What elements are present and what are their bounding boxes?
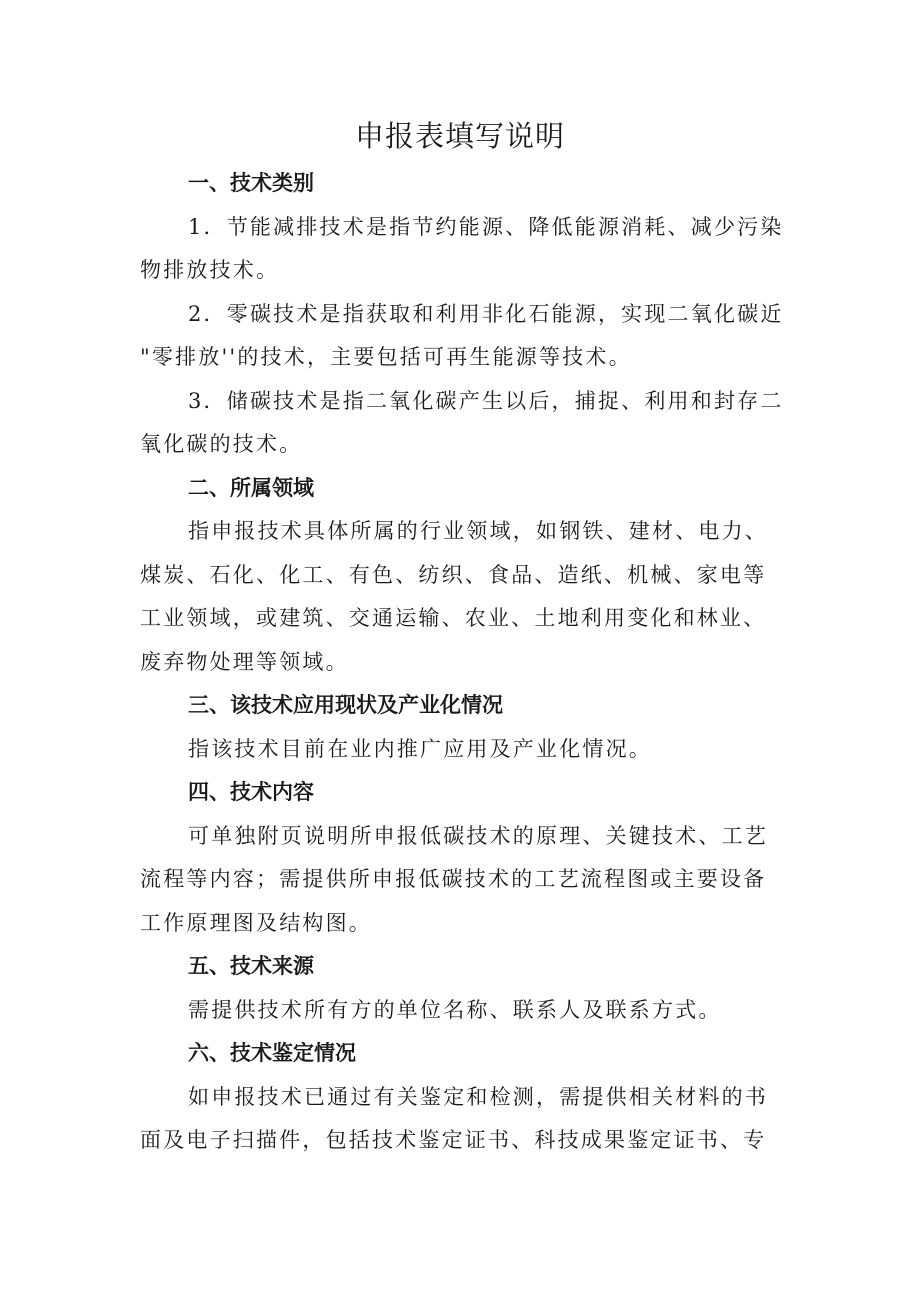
paragraph-line: 氧化碳的技术。 [140, 432, 303, 456]
paragraph-line: 需提供技术所有方的单位名称、联系人及联系方式。 [188, 998, 722, 1022]
paragraph-line: 如申报技术已通过有关鉴定和检测，需提供相关材料的书 [188, 1085, 768, 1109]
section-heading-appraisal: 六、技术鉴定情况 [188, 1041, 356, 1065]
paragraph-line: 废弃物处理等领域。 [140, 650, 349, 674]
paragraph-line: 2．零碳技术是指获取和利用非化石能源，实现二氧化碳近 [188, 302, 784, 326]
section-heading-source: 五、技术来源 [188, 954, 314, 978]
paragraph-line: 1．节能减排技术是指节约能源、降低能源消耗、减少污染 [188, 215, 784, 239]
paragraph-line: 可单独附页说明所申报低碳技术的原理、关键技术、工艺 [188, 824, 768, 848]
paragraph-line: 煤炭、石化、化工、有色、纺织、食品、造纸、机械、家电等 [140, 563, 767, 587]
section-heading-content: 四、技术内容 [188, 780, 314, 804]
paragraph-line: 面及电子扫描件，包括技术鉴定证书、科技成果鉴定证书、专 [140, 1128, 767, 1152]
paragraph-line: 工业领域，或建筑、交通运输、农业、土地利用变化和林业、 [140, 606, 767, 630]
section-heading-application-status: 三、该技术应用现状及产业化情况 [188, 693, 503, 717]
paragraph-line: 流程等内容；需提供所申报低碳技术的工艺流程图或主要设备 [140, 867, 767, 891]
section-heading-domain: 二、所属领域 [188, 476, 314, 500]
paragraph-line: 指该技术目前在业内推广应用及产业化情况。 [188, 737, 652, 761]
paragraph-line: "零排放''的技术，主要包括可再生能源等技术。 [140, 345, 632, 369]
paragraph-line: 物排放技术。 [140, 258, 280, 282]
section-heading-category: 一、技术类别 [188, 171, 314, 195]
paragraph-line: 指申报技术具体所属的行业领域，如钢铁、建材、电力、 [188, 519, 768, 543]
page-title: 申报表填写说明 [354, 119, 565, 153]
paragraph-line: 3．储碳技术是指二氧化碳产生以后，捕捉、利用和封存二 [188, 389, 784, 413]
paragraph-line: 工作原理图及结构图。 [140, 911, 372, 935]
